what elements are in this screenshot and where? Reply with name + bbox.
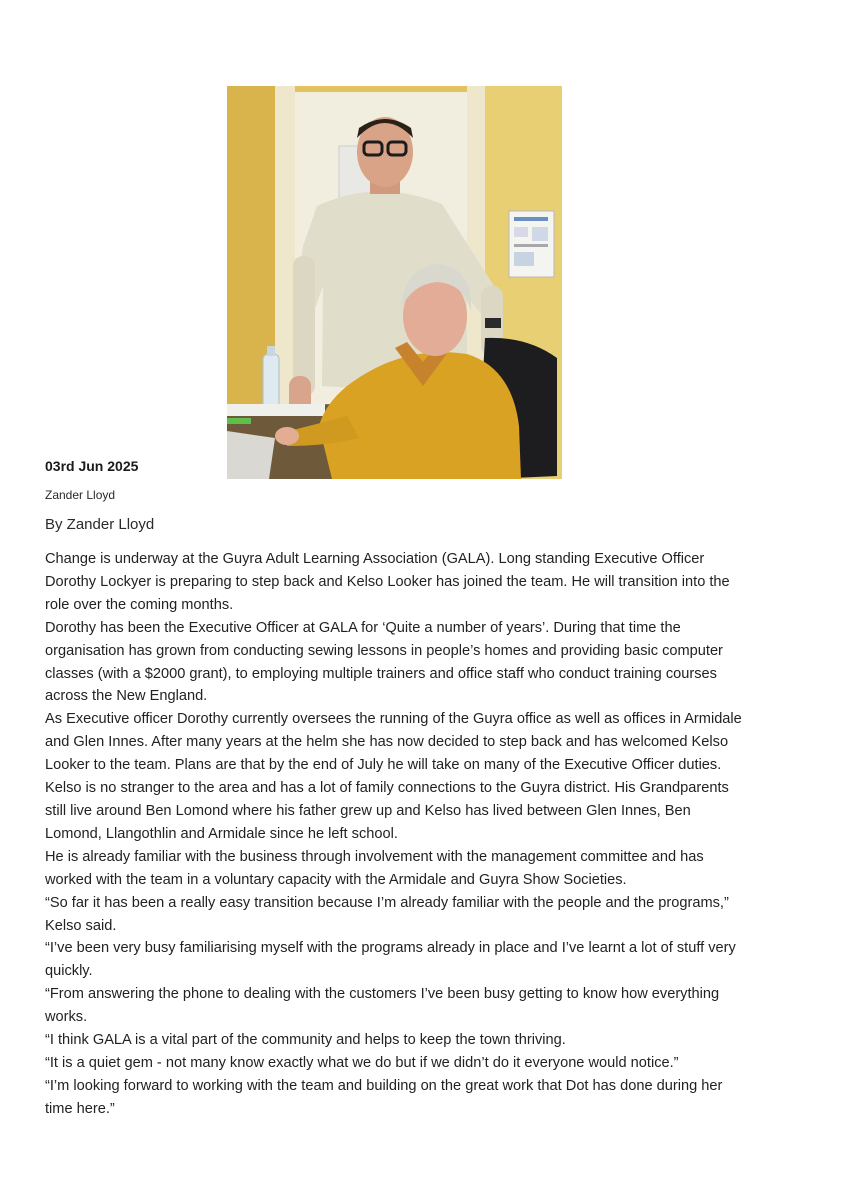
article-paragraph: “From answering the phone to dealing with the customers I’ve been busy getting to know how everything works. bbox=[45, 986, 720, 1026]
article-paragraph: “So far it has been a really easy transition because I’m already familiar with the people and the programs,” Kelso said. bbox=[45, 894, 729, 934]
article-paragraph: Dorothy has been the Executive Officer at GALA for ‘Quite a number of years’. During that time the organisation has grown from conducting sewing lessons in people’s homes and providing basic computer classes (with a $2000 grant), to employing multiple trainers and office staff who conduct training courses across the New England. bbox=[45, 619, 723, 705]
article-author: Zander Lloyd bbox=[45, 488, 116, 502]
article-date: 03rd Jun 2025 bbox=[45, 458, 139, 474]
article-paragraph: He is already familiar with the business through involvement with the management committee and has worked with the team in a voluntary capacity with the Armidale and Guyra Show Societies. bbox=[45, 848, 704, 888]
article-paragraph: As Executive officer Dorothy currently oversees the running of the Guyra office as well as offices in Armidale and Glen Innes. After many years at the helm she has now decided to step back and has welcomed Kelso Looker to the team. Plans are that by the end of July he will take on many of the Executive Officer duties. bbox=[45, 711, 742, 774]
article-paragraph: “I’m looking forward to working with the team and building on the great work that Dot has done during her time here.” bbox=[45, 1077, 723, 1117]
article-photo bbox=[227, 86, 562, 479]
article-paragraph: “It is a quiet gem - not many know exactly what we do but if we didn’t do it everyone would notice.” bbox=[45, 1054, 679, 1071]
article-byline: By Zander Lloyd bbox=[45, 516, 155, 533]
article-paragraph: “I think GALA is a vital part of the community and helps to keep the town thriving. bbox=[45, 1032, 566, 1049]
article-paragraph: Change is underway at the Guyra Adult Learning Association (GALA). Long standing Executive Officer Dorothy Lockyer is preparing to step back and Kelso Looker has joined the team. He will transition into the role over the coming months. bbox=[45, 551, 730, 613]
article-body bbox=[45, 548, 750, 1121]
article-paragraph: Kelso is no stranger to the area and has a lot of family connections to the Guyra district. His Grandparents still live around Ben Lomond where his father grew up and Kelso has lived between Glen Innes, Ben Lomond, Llangothlin and Armidale since he left school. bbox=[45, 780, 729, 842]
article-paragraph: “I’ve been very busy familiarising myself with the programs already in place and I’ve learnt a lot of stuff very quickly. bbox=[45, 940, 736, 980]
